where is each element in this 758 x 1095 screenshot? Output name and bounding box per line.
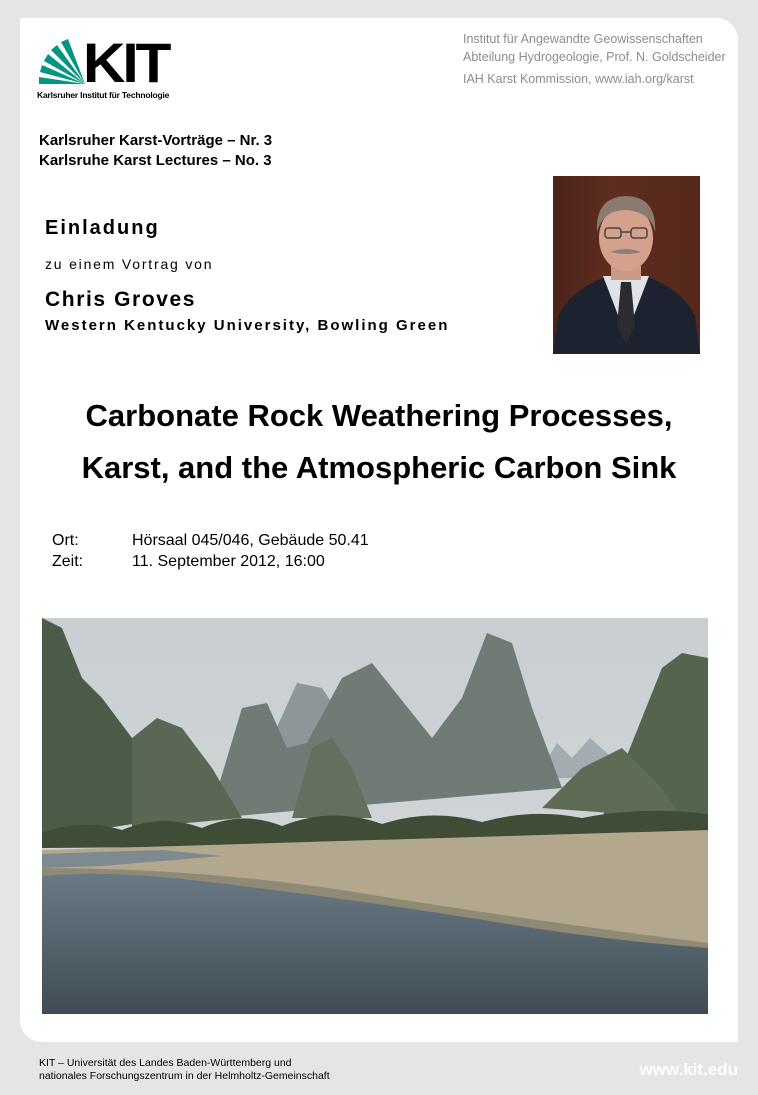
- department-line: Abteilung Hydrogeologie, Prof. N. Goldscheider: [463, 50, 726, 64]
- footer-text: [39, 1057, 330, 1083]
- talk-title-line-2: Karst, and the Atmospheric Carbon Sink: [81, 450, 677, 485]
- institute-line: Institut für Angewandte Geowissenschaften: [463, 32, 703, 46]
- series-german: Karlsruher Karst-Vorträge – Nr. 3: [39, 132, 273, 149]
- footer-line-2: nationales Forschungszentrum in der Helmholtz-Gemeinschaft: [39, 1070, 330, 1082]
- series-english: Karlsruhe Karst Lectures – No. 3: [39, 152, 272, 169]
- time-value: 11. September 2012, 16:00: [132, 553, 325, 570]
- time-label: Zeit:: [52, 553, 84, 570]
- time-row: [52, 551, 369, 572]
- speaker-affiliation: Western Kentucky University, Bowling Green: [45, 317, 450, 334]
- place-row: [52, 530, 369, 551]
- talk-title-line-1: Carbonate Rock Weathering Processes,: [85, 398, 673, 433]
- speaker-photo: [553, 176, 700, 354]
- institute-block: [463, 30, 726, 88]
- place-value: Hörsaal 045/046, Gebäude 50.41: [132, 532, 369, 549]
- speaker-name: Chris Groves: [45, 288, 197, 311]
- kit-fan-icon: [37, 36, 89, 88]
- invitation-heading: Einladung: [45, 217, 160, 239]
- lecture-series: [39, 131, 272, 171]
- kit-logo-text: KIT: [83, 31, 169, 94]
- event-details: [52, 530, 369, 572]
- kit-logo-subtitle: Karlsruher Institut für Technologie: [37, 90, 170, 100]
- talk-title: [20, 390, 738, 494]
- kit-logo: [37, 31, 177, 102]
- iah-line: IAH Karst Kommission, www.iah.org/karst: [463, 72, 694, 86]
- kit-website-link[interactable]: www.kit.edu: [639, 1060, 738, 1079]
- invitation-block: [45, 217, 449, 334]
- place-label: Ort:: [52, 532, 79, 549]
- invitation-subheading: zu einem Vortrag von: [45, 256, 214, 272]
- karst-landscape-photo: [42, 618, 708, 1014]
- footer-line-1: KIT – Universität des Landes Baden-Württemberg und: [39, 1057, 292, 1069]
